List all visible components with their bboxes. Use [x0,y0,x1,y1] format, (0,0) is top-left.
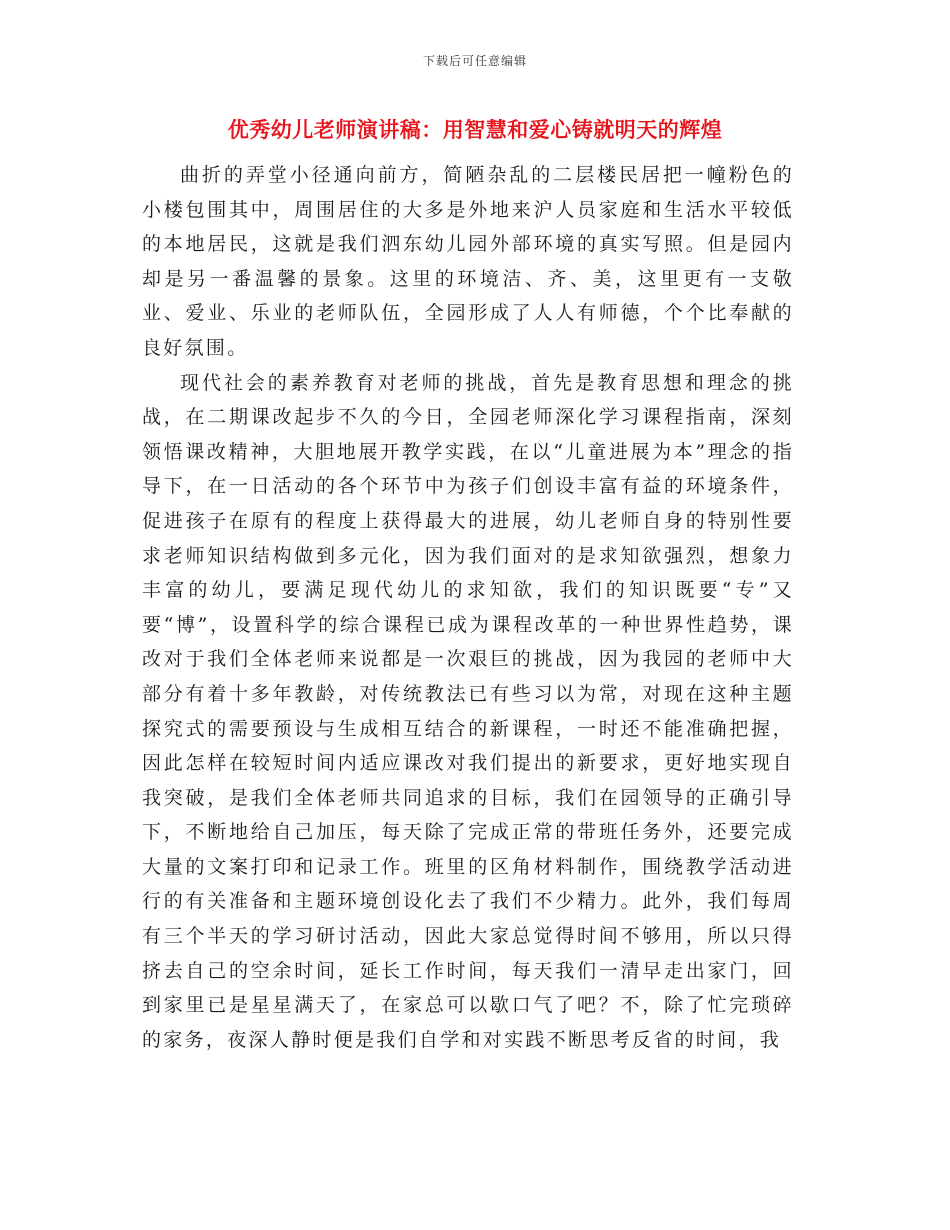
document-body [142,158,794,1057]
paragraph-2: 现代社会的素养教育对老师的挑战，首先是教育思想和理念的挑战，在二期课改起步不久的今日，全园老师深化学习课程指南，深刻领悟课改精神，大胆地展开教学实践，在以“儿童进展为本”理念的指导下，在一日活动的各个环节中为孩子们创设丰富有益的环境条件，促进孩子在原有的程度上获得最大的进展，幼儿老师自身的特别性要求老师知识结构做到多元化，因为我们面对的是求知欲强烈，想象力丰富的幼儿，要满足现代幼儿的求知欲，我们的知识既要“专”又要“博”，设置科学的综合课程已成为课程改革的一种世界性趋势，课改对于我们全体老师来说都是一次艰巨的挑战，因为我园的老师中大部分有着十多年教龄，对传统教法已有些习以为常，对现在这种主题探究式的需要预设与生成相互结合的新课程，一时还不能准确把握，因此怎样在较短时间内适应课改对我们提出的新要求，更好地实现自我突破，是我们全体老师共同追求的目标，我们在园领导的正确引导下，不断地给自己加压，每天除了完成正常的带班任务外，还要完成大量的文案打印和记录工作。班里的区角材料制作，围绕教学活动进行的有关准备和主题环境创设化去了我们不少精力。此外，我们每周有三个半天的学习研讨活动，因此大家总觉得时间不够用，所以只得挤去自己的空余时间，延长工作时间，每天我们一清早走出家门，回到家里已是星星满天了，在家总可以歇口气了吧？不，除了忙完琐碎的家务，夜深人静时便是我们自学和对实践不断思考反省的时间，我 [142,371,794,1051]
paragraph-1: 曲折的弄堂小径通向前方，简陋杂乱的二层楼民居把一幢粉色的小楼包围其中，周围居住的大多是外地来沪人员家庭和生活水平较低的本地居民，这就是我们泗东幼儿园外部环境的真实写照。但是园内却是另一番温馨的景象。这里的环境洁、齐、美，这里更有一支敬业、爱业、乐业的老师队伍，全园形成了人人有师德，个个比奉献的良好氛围。 [142,164,794,359]
page-header-note: 下载后可任意编辑 [422,54,527,68]
document-title: 优秀幼儿老师演讲稿：用智慧和爱心铸就明天的辉煌 [227,118,723,142]
